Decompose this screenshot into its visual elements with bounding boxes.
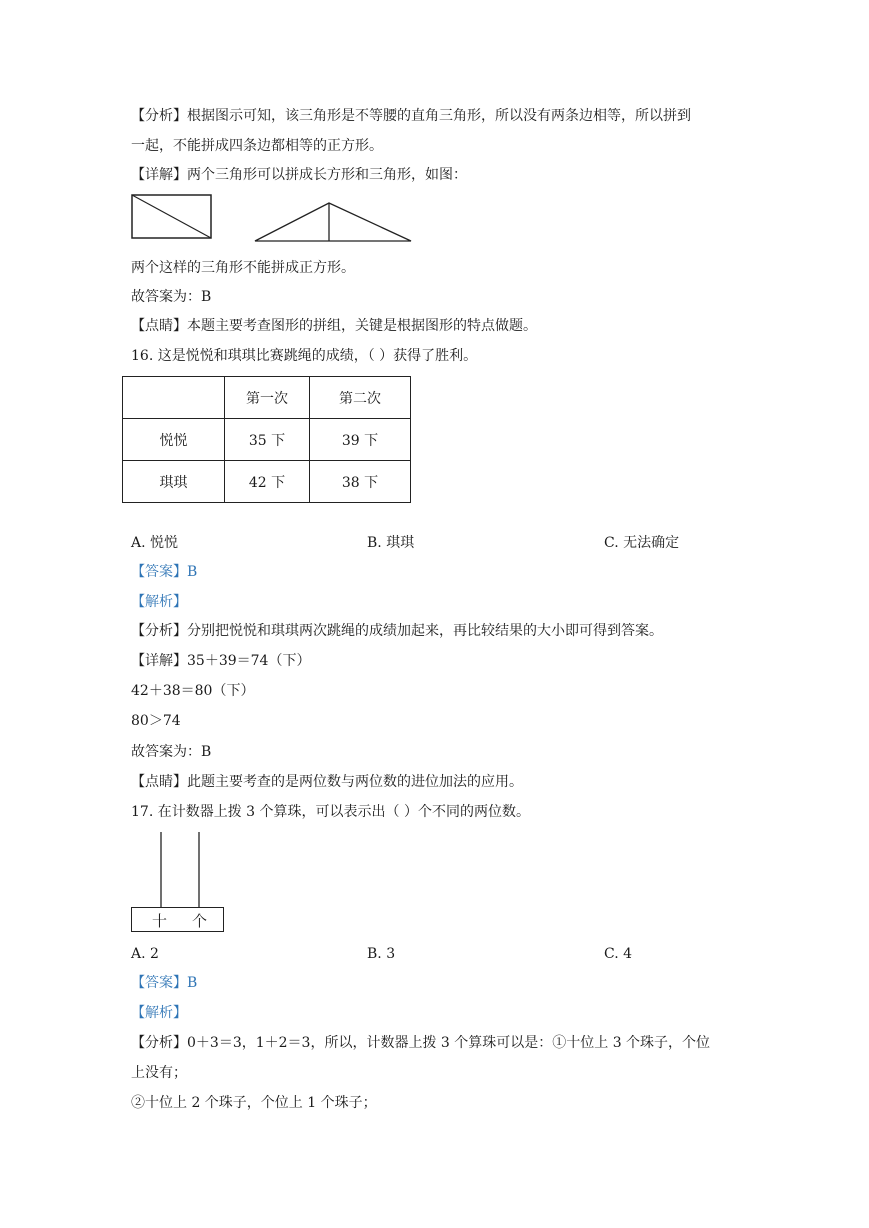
q17-analysis: 【分析】0＋3＝3，1＋2＝3，所以，计数器上拨 3 个算珠可以是：①十位上 3 个珠子，个位 xyxy=(131,1035,711,1051)
score-table xyxy=(122,376,411,503)
tens-label: 十 xyxy=(152,912,168,930)
q16-explain-tag: 【解析】 xyxy=(131,594,187,610)
table-cell: 悦悦 xyxy=(123,419,225,461)
table-cell: 35 下 xyxy=(225,419,310,461)
table-header-cell: 第一次 xyxy=(225,377,310,419)
q16-question: 16. 这是悦悦和琪琪比赛跳绳的成绩，（ ）获得了胜利。 xyxy=(131,348,478,364)
table-header-cell xyxy=(123,377,225,419)
table-row xyxy=(123,461,411,503)
ones-label: 个 xyxy=(192,912,208,930)
table-cell: 42 下 xyxy=(225,461,310,503)
q15-analysis: 【分析】根据图示可知，该三角形是不等腰的直角三角形，所以没有两条边相等，所以拼到 xyxy=(131,108,691,124)
q16-analysis: 【分析】分别把悦悦和琪琪两次跳绳的成绩加起来，再比较结果的大小即可得到答案。 xyxy=(131,623,663,639)
q16-answer: 故答案为：B xyxy=(131,744,212,760)
q17-answer-tag: 【答案】B xyxy=(131,975,198,991)
q17-line2: ②十位上 2 个珠子，个位上 1 个珠子； xyxy=(131,1095,377,1111)
q15-comment: 【点睛】本题主要考查图形的拼组，关键是根据图形的特点做题。 xyxy=(131,318,537,334)
table-header-cell: 第二次 xyxy=(310,377,411,419)
q15-figure xyxy=(125,188,425,248)
q16-answer-tag: 【答案】B xyxy=(131,564,198,580)
q16-option-b: B. 琪琪 xyxy=(367,535,415,551)
q17-analysis-cont: 上没有； xyxy=(131,1065,187,1081)
q15-detail: 【详解】两个三角形可以拼成长方形和三角形，如图： xyxy=(131,167,467,183)
q17-option-c: C. 4 xyxy=(604,946,633,962)
table-cell: 琪琪 xyxy=(123,461,225,503)
q16-calc-line: 42＋38＝80（下） xyxy=(131,683,255,699)
q15-conclusion: 两个这样的三角形不能拼成正方形。 xyxy=(131,260,355,276)
abacus-base xyxy=(131,907,224,932)
q15-analysis-cont: 一起，不能拼成四条边都相等的正方形。 xyxy=(131,138,383,154)
abacus-rods xyxy=(150,832,210,908)
table-header-row xyxy=(123,377,411,419)
table-cell: 39 下 xyxy=(310,419,411,461)
table-row xyxy=(123,419,411,461)
q16-option-a: A. 悦悦 xyxy=(131,535,179,551)
q17-option-b: B. 3 xyxy=(367,946,396,962)
rectangle-diagonal xyxy=(132,195,211,238)
table-cell: 38 下 xyxy=(310,461,411,503)
q17-option-a: A. 2 xyxy=(131,946,159,962)
q17-explain-tag: 【解析】 xyxy=(131,1005,187,1021)
triangle-shape xyxy=(255,203,411,241)
q16-option-c: C. 无法确定 xyxy=(604,535,680,551)
q17-question: 17. 在计数器上拨 3 个算珠，可以表示出（ ）个不同的两位数。 xyxy=(131,804,530,820)
q16-detail: 【详解】35＋39＝74（下） xyxy=(131,653,311,669)
q15-answer: 故答案为：B xyxy=(131,289,212,305)
q16-compare-line: 80＞74 xyxy=(131,713,181,729)
q16-comment: 【点睛】此题主要考查的是两位数与两位数的进位加法的应用。 xyxy=(131,774,523,790)
